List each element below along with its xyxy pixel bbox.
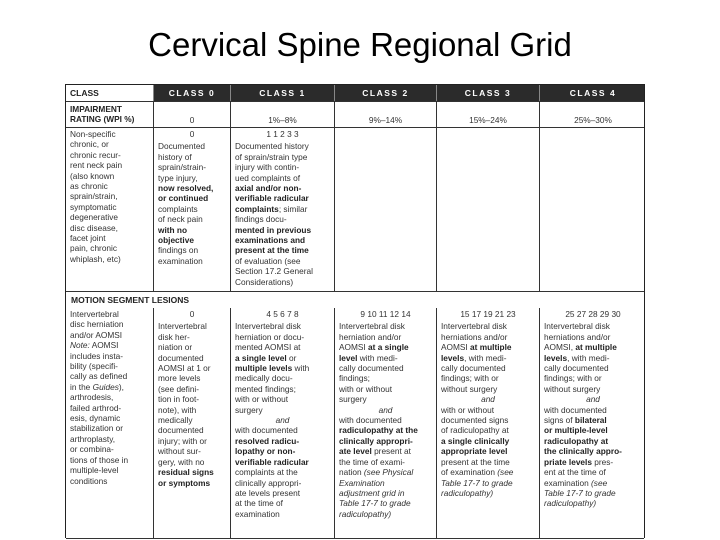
grade-modifiers: 9 10 11 12 14 — [360, 309, 411, 319]
cell-text: Intervertebral disc herniation and/or AOMSI — [70, 309, 124, 340]
grade-modifiers: 1 1 2 3 3 — [266, 129, 299, 139]
cell-text: and — [586, 394, 600, 405]
cell-text: (see Table 17-7 to grade radiculopathy) — [441, 467, 514, 498]
cell-text: with documented — [235, 425, 298, 436]
neck-pain-row — [66, 128, 644, 292]
cell-text: radiculopathy at the clinically appropri- ate level — [339, 425, 418, 457]
row2-class-0-cell — [153, 308, 230, 538]
cell-text: Intervertebral disk herniation and/or AOMSI — [339, 321, 405, 353]
cell-body — [441, 321, 535, 498]
cell-text: mented in previous examinations and present at the time — [235, 224, 312, 256]
header-row — [66, 85, 644, 102]
row2-class-1-cell — [230, 308, 334, 538]
grade-modifiers: 15 17 19 21 23 — [460, 309, 516, 319]
cell-text: bilateral or multiple-level radiculopathy at the clinically appro- priate levels — [544, 415, 622, 467]
cell-text: ; similar findings docu- — [235, 203, 308, 225]
cell-text: at multiple levels — [441, 342, 512, 363]
class-0-header: CLASS 0 — [153, 85, 230, 101]
impairment-class-4: 25%–30% — [539, 102, 646, 127]
motion-segment-section — [66, 292, 644, 308]
cell-text: a single level — [235, 352, 287, 363]
impairment-class-3: 15%–24% — [436, 102, 539, 127]
cell-body — [158, 321, 226, 488]
class-4-header: CLASS 4 — [539, 85, 646, 101]
cell-text: Note: — [70, 340, 90, 351]
cell-text: , with medi- cally documented findings; with or without surgery — [441, 352, 507, 394]
cell-text: findings on examination — [158, 245, 203, 266]
cell-text: axial and/or non- verifiable radicular complaints — [235, 183, 309, 214]
cell-text: present at the time of examination — [441, 456, 510, 478]
cell-text: resolved radicu- lopathy or non- verifiable radicular — [235, 435, 309, 467]
impairment-class-2: 9%–14% — [334, 102, 436, 127]
grade-modifiers: 0 — [189, 129, 195, 139]
disc-herniation-label — [66, 308, 153, 538]
cell-text: of evaluation (see Section 17.2 General Considerations) — [235, 255, 313, 287]
cell-text: Intervertebral disk herniation or docu- mented AOMSI at — [235, 321, 305, 353]
cell-text: (see Table 17-7 to grade radiculopathy) — [544, 477, 616, 509]
cell-body — [544, 321, 642, 508]
row1-class-3-cell — [436, 128, 539, 291]
impairment-label: IMPAIRMENT RATING (WPI %) — [70, 104, 135, 125]
row2-class-3-cell — [436, 308, 539, 538]
cervical-spine-grid-table — [65, 84, 645, 538]
cell-text: Guides — [92, 381, 119, 392]
cell-text: with medically docu- mented findings; with or without surgery — [235, 363, 310, 415]
cell-text: Intervertebral disk her- niation or documented AOMSI at 1 or more levels (see defini- tion in foot- note), with medically documented injury; with or without sur- gery, with no — [158, 321, 211, 467]
class-label: CLASS — [66, 85, 153, 101]
cell-text: at multiple levels — [544, 342, 617, 363]
slide-title: Cervical Spine Regional Grid — [148, 26, 572, 63]
impairment-class-0: 0 — [153, 102, 230, 127]
grade-modifiers: 25 27 28 29 30 — [565, 309, 621, 319]
row1-class-0-cell — [153, 128, 230, 291]
cell-text: pres- ent at the time of examination — [544, 456, 614, 488]
cell-text: Intervertebral disk herniations and/or AOMSI — [441, 321, 508, 353]
cell-body — [339, 321, 432, 519]
cell-text: residual signs or symptoms — [158, 467, 214, 488]
cell-text: with documented signs of — [544, 404, 607, 426]
cell-text: now resolved, or continued — [158, 183, 214, 204]
cell-text: with documented — [339, 415, 402, 426]
cell-text: with medi- cally documented findings; with or without surgery — [339, 352, 404, 405]
row2-class-4-cell — [539, 308, 646, 538]
row2-class-2-cell — [334, 308, 436, 538]
cell-text: ), arthrodesis, failed arthrod- esis, dynamic stabilization or arthroplasty, or combina- tions of those in multiple-level conditions — [70, 381, 129, 486]
cell-text: or — [288, 352, 297, 363]
impairment-class-1: 1%–8% — [230, 102, 334, 127]
class-1-header: CLASS 1 — [230, 85, 334, 101]
class-2-header: CLASS 2 — [334, 85, 436, 101]
cell-text: and — [481, 394, 495, 405]
grade-modifiers: 4 5 6 7 8 — [266, 309, 299, 319]
cell-text: , with medi- cally documented findings; with or without surgery — [544, 352, 610, 394]
cell-text: and — [378, 404, 393, 415]
cell-text: Documented history of sprain/strain- type injury, — [158, 141, 206, 183]
cell-text: (see Physical Examination adjustment grid in Table 17-7 to grade radiculopathy) — [339, 467, 414, 519]
cell-text: with no objective — [158, 224, 194, 246]
cell-text: with or without documented signs of radiculopathy at — [441, 404, 509, 436]
cell-text: complaints at the clinically appropri- ate levels present at the time of examination — [235, 467, 302, 519]
cell-body — [158, 141, 226, 266]
grade-modifiers: 0 — [189, 309, 195, 319]
cell-text: and — [275, 415, 290, 426]
section-heading: MOTION SEGMENT LESIONS — [71, 295, 190, 305]
motion-segment-row — [66, 308, 644, 539]
cell-text: Documented history of sprain/strain type injury with contin- ued complaints of — [235, 141, 309, 183]
impairment-row — [66, 102, 644, 128]
cell-text: AOMSI includes insta- bility (specifi- cally as defined in the — [70, 340, 128, 392]
class-3-header: CLASS 3 — [436, 85, 539, 101]
row1-class-2-cell — [334, 128, 436, 291]
cell-text: complaints of neck pain — [158, 203, 203, 225]
row1-class-1-cell — [230, 128, 334, 291]
neck-pain-label: Non-specific chronic, or chronic recur- rent neck pain (also known as chronic sprain/strain, symptomatic degenerative disc disease, facet joint pain, chronic whiplash, etc) — [70, 129, 123, 264]
cell-text: Intervertebral disk herniations and/or AOMSI, — [544, 321, 611, 353]
cell-text: multiple levels — [235, 363, 293, 374]
cell-body — [235, 321, 330, 519]
cell-text: present at the time of exami- nation — [339, 446, 411, 478]
cell-body — [235, 141, 330, 287]
row1-class-4-cell — [539, 128, 646, 291]
cell-text: at a single level — [339, 342, 409, 363]
cell-text: a single clinically appropriate level — [441, 435, 510, 457]
